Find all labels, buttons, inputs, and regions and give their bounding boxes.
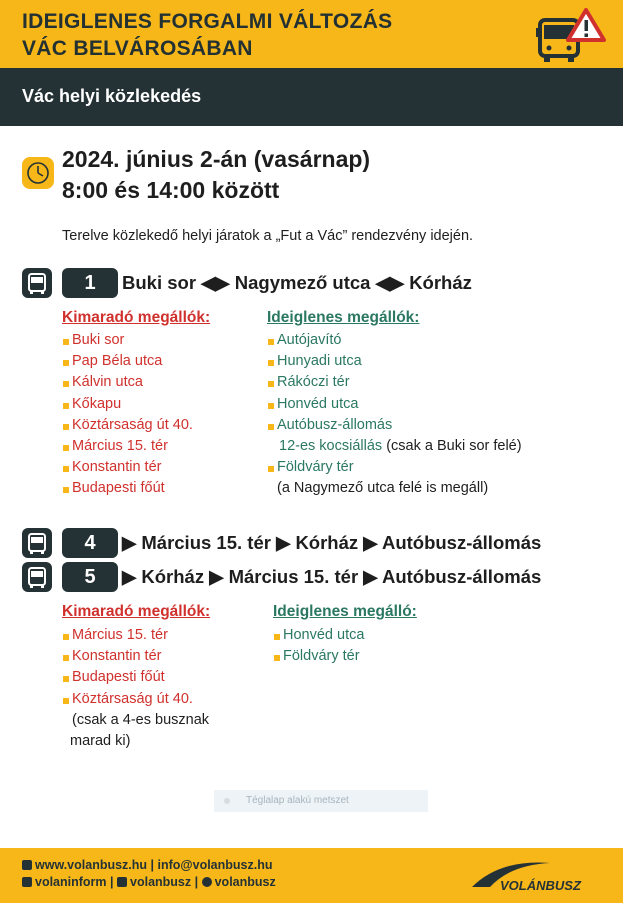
clock-icon	[22, 157, 54, 189]
list-item: Pap Béla utca	[62, 351, 193, 372]
stop-note-suffix: (csak a Buki sor felé)	[382, 438, 522, 455]
facebook-icon	[117, 877, 127, 887]
volanbusz-logo	[470, 857, 600, 893]
date-line: 2024. június 2-án (vasárnap)	[62, 146, 371, 172]
website-link[interactable]: www.volanbusz.hu	[35, 858, 148, 872]
route-description: Buki sor ◀▶ Nagymező utca ◀▶ Kórház	[122, 272, 472, 293]
list-item: Budapesti főút	[62, 478, 193, 499]
temporary-stops-list	[273, 625, 364, 667]
globe-icon	[22, 860, 32, 870]
social-link[interactable]: volaninform	[35, 875, 107, 889]
skipped-stops-heading: Kimaradó megállók:	[62, 309, 211, 326]
list-item: Március 15. tér	[62, 436, 193, 457]
stop-note: (a Nagymező utca felé is megáll)	[277, 480, 489, 497]
social-link[interactable]: volanbusz	[130, 875, 192, 889]
subtitle: Vác helyi közlekedés	[22, 86, 202, 106]
title-line-1: IDEIGLENES FORGALMI VÁLTOZÁS	[22, 10, 393, 33]
list-item: Autójavító	[267, 330, 522, 351]
list-item: Földváry tér	[273, 646, 364, 667]
list-item: Rákóczi tér	[267, 372, 522, 393]
separator: |	[150, 858, 158, 872]
list-item: Honvéd utca	[273, 625, 364, 646]
page-title	[22, 8, 392, 62]
stop-note-place: 12-es kocsiállás	[279, 438, 383, 455]
stop-note: (csak a 4-es busznak	[72, 711, 210, 728]
separator: |	[194, 875, 202, 889]
list-item: Köztársaság út 40.	[62, 689, 209, 710]
bus-icon	[22, 528, 52, 558]
list-item: Budapesti főút	[62, 667, 209, 688]
skipped-stops-heading: Kimaradó megállók:	[62, 603, 211, 620]
temporary-stops-heading: Ideiglenes megálló:	[273, 603, 417, 620]
time-line: 8:00 és 14:00 között	[62, 177, 280, 203]
route-number-badge: 1	[62, 268, 118, 298]
footer-contact-line	[22, 858, 272, 872]
bus-warning-icon	[534, 6, 606, 64]
list-item: Konstantin tér	[62, 457, 193, 478]
instagram-icon	[202, 877, 212, 887]
list-item: Honvéd utca	[267, 394, 522, 415]
footer-social-line	[22, 875, 276, 889]
list-item: Földváry tér	[267, 457, 522, 478]
skipped-stops-list	[62, 330, 193, 500]
social-link[interactable]: volanbusz	[214, 875, 276, 889]
skipped-stops-list	[62, 625, 209, 752]
route-description: ▶ Március 15. tér ▶ Kórház ▶ Autóbusz-állomás	[122, 532, 542, 553]
date-title	[62, 144, 370, 206]
bus-icon	[22, 268, 52, 298]
logo-swoosh-icon	[470, 857, 600, 893]
list-item: Köztársaság út 40.	[62, 415, 193, 436]
stop-note	[267, 436, 522, 457]
title-line-2: VÁC BELVÁROSÁBAN	[22, 37, 253, 60]
list-item: Hunyadi utca	[267, 351, 522, 372]
facebook-icon	[22, 877, 32, 887]
route-number-badge: 5	[62, 562, 118, 592]
stop-note: marad ki)	[70, 733, 131, 750]
temporary-stops-list	[267, 330, 522, 500]
separator: |	[110, 875, 118, 889]
route-description: ▶ Kórház ▶ Március 15. tér ▶ Autóbusz-állomás	[122, 566, 542, 587]
route-number-badge: 4	[62, 528, 118, 558]
list-item: Március 15. tér	[62, 625, 209, 646]
list-item: Buki sor	[62, 330, 193, 351]
bus-icon	[22, 562, 52, 592]
list-item: Konstantin tér	[62, 646, 209, 667]
temporary-stops-heading: Ideiglenes megállók:	[267, 309, 420, 326]
intro-text: Terelve közlekedő helyi járatok a „Fut a Vác” rendezvény idején.	[62, 228, 474, 244]
list-item: Kőkapu	[62, 394, 193, 415]
logo-text: VOLÁNBUSZ	[500, 878, 581, 893]
email-link[interactable]: info@volanbusz.hu	[157, 858, 273, 872]
artifact-label: Téglalap alakú metszet	[214, 790, 428, 812]
list-item: Kálvin utca	[62, 372, 193, 393]
list-item: Autóbusz-állomás	[267, 415, 522, 436]
